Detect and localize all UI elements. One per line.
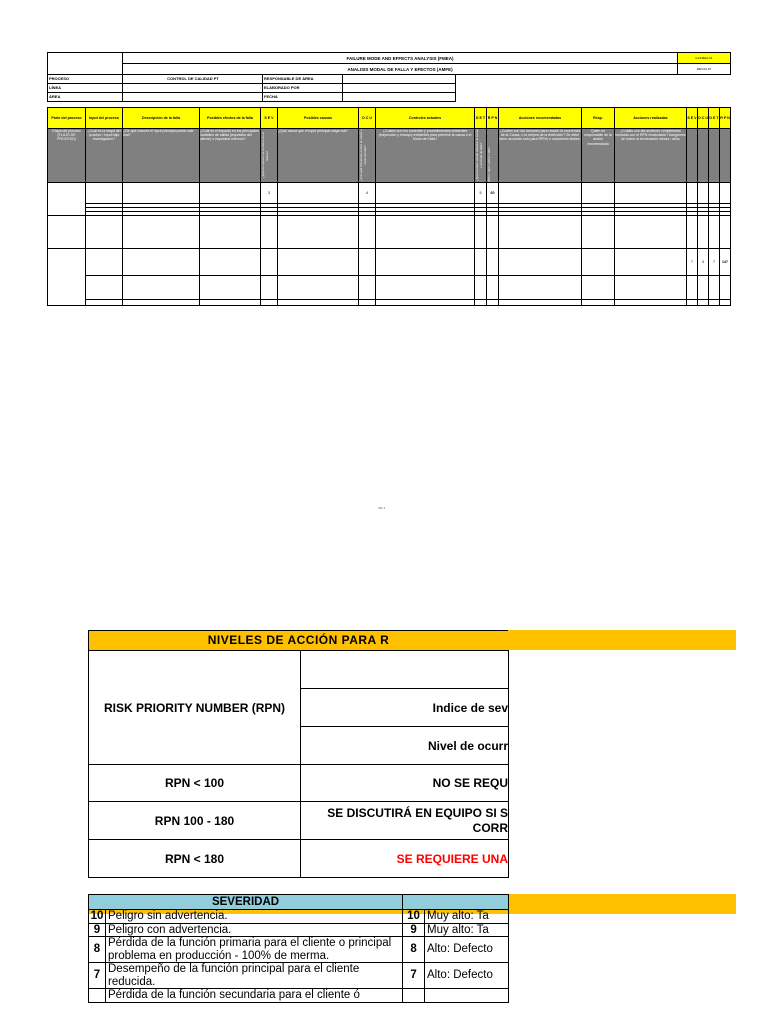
action-levels-table — [88, 650, 509, 878]
table-row: 7 Desempeño de la función principal para el cliente reducida. 7 Alto: Defecto — [89, 963, 509, 989]
table-row — [48, 276, 731, 300]
col-causas: Posibles causas — [278, 108, 359, 129]
col-acciones-realizadas: Acciones realizadas — [615, 108, 687, 129]
rpn-action-high: SE REQUIERE UNA — [301, 840, 509, 878]
doc-revision: REV.03-07 — [678, 64, 731, 75]
rpn-label: RISK PRIORITY NUMBER (RPN) — [89, 651, 301, 765]
linea-label: LÍNEA — [48, 84, 123, 93]
sev-recalc[interactable]: 7 — [687, 249, 698, 276]
area-value[interactable] — [123, 93, 263, 102]
severity-index-label: Indice de sev — [301, 689, 509, 727]
desc-rpn: RPN = SEV x OCU x DET — [487, 147, 491, 182]
desc-input: ¿Cuál es la etapa del proceso / input bajo investigación? — [86, 129, 123, 183]
col-rpn-2: R P N — [720, 108, 731, 129]
desc-descripcion: ¿De qué manera el input principal puede salir mal? — [123, 129, 200, 183]
col-parte: Parte del proceso — [48, 108, 86, 129]
col-ocu: O C U — [359, 108, 376, 129]
col-descripcion: Descripción de la falla — [123, 108, 200, 129]
fmea-title: FAILURE MODE AND EFFECTS ANALYSIS (FMEA) — [123, 53, 678, 64]
proceso-value[interactable]: CONTROL DE CALIDAD PT — [123, 75, 263, 84]
col-ocu-2: O C U — [698, 108, 709, 129]
col-rpn: R P N — [487, 108, 499, 129]
elaborado-label: ELABORADO POR — [263, 84, 343, 93]
table-row — [48, 300, 731, 306]
table-row: 9 Peligro con advertencia. 9 Muy alto: Ta — [89, 923, 509, 937]
det-recalc[interactable]: 7 — [709, 249, 720, 276]
proceso-label: PROCESO — [48, 75, 123, 84]
col-resp: Resp. — [582, 108, 615, 129]
ocu-value[interactable]: 4 — [359, 183, 376, 204]
col-efectos: Posibles efectos de la falla — [200, 108, 261, 129]
fmea-header-table — [47, 52, 731, 75]
responsable-label: RESPONSABLE DE ÁREA — [263, 75, 343, 84]
action-levels-title: NIVELES DE ACCIÓN PARA R — [88, 630, 508, 650]
desc-causas: ¿Qué causa que el input principal salga mal? — [278, 129, 359, 183]
ocu-recalc[interactable]: 3 — [698, 249, 709, 276]
fecha-value[interactable] — [343, 93, 456, 102]
responsable-value[interactable] — [343, 75, 456, 84]
desc-acciones-realizadas: ¿Cuáles son las acciones completadas tomadas con el RPN recalculado? Asegúrese de incluir la terminación meses / años — [615, 129, 687, 183]
col-controles: Controles actuales — [376, 108, 475, 129]
rpn-range-low: RPN < 100 — [89, 765, 301, 802]
table-row: Pérdida de la función secundaria para el cliente ó — [89, 989, 509, 1003]
col-det: D E T — [475, 108, 487, 129]
table-row — [48, 216, 731, 249]
desc-efectos: ¿Cuál es el impacto en los principales variables de salida (requisitos del cliente) o requisitos internos? — [200, 129, 261, 183]
rpn-action-low: NO SE REQU — [301, 765, 509, 802]
desc-sev: ¿Qué tan severo es el efecto en el cliente? — [261, 132, 270, 179]
rpn-range-mid: RPN 100 - 180 — [89, 802, 301, 840]
doc-code: GCFMEA-01 — [678, 53, 731, 64]
col-det-2: D E T — [709, 108, 720, 129]
rpn-action-mid-2: CORR — [472, 820, 508, 835]
elaborado-value[interactable] — [343, 84, 456, 93]
logo-cell — [48, 53, 123, 75]
rpn-action-mid: SE DISCUTIRÁ EN EQUIPO SI S — [327, 805, 508, 820]
table-row: 8 Pérdida de la función primaria para el cliente o principal problema en producción - 100% de merma. 8 Alto: Defecto — [89, 937, 509, 963]
linea-value[interactable] — [123, 84, 263, 93]
table-row — [48, 249, 731, 276]
desc-acciones-recomendadas: ¿Cuáles son las acciones para reducir la ocurrencia de la Causa, o la mejora de la detección? Se debe tener acciones solo para RPN's o soluciones fáciles. — [499, 129, 582, 183]
col-sev-2: S E V — [687, 108, 698, 129]
severity-table — [88, 894, 509, 1003]
fmea-main-table — [47, 107, 731, 306]
desc-parte: Etapa del proceso (FLUJO DE PROCESO) — [48, 129, 86, 183]
rpn-recalc[interactable]: 147 — [720, 249, 731, 276]
col-sev: S E V — [261, 108, 278, 129]
occurrence-level-label: Nivel de ocurr — [301, 727, 509, 765]
area-label: ÁREA — [48, 93, 123, 102]
fmea-info-table — [47, 74, 456, 102]
det-value[interactable]: 5 — [475, 183, 487, 204]
col-input: Input del proceso — [86, 108, 123, 129]
fecha-label: FECHA — [263, 93, 343, 102]
desc-ocu: ¿Con qué frecuencia ocurre la causa o modo de falla? — [359, 129, 368, 182]
sev-value[interactable]: 3 — [261, 183, 278, 204]
desc-resp: Quién es responsable de la acción recomendada — [582, 129, 615, 183]
desc-det: ¿Qué tan bien puede detectar la causa o el modo de falla? — [475, 129, 484, 182]
desc-controles: ¿Cuáles son los controles y procedimientos existentes (inspección y ensayo) existentes para prevenir la causa o el Modo de Falla? — [376, 129, 475, 183]
sheet-tab-label: Tab 1 — [378, 506, 386, 510]
table-row — [48, 183, 731, 204]
table-row: 10 Peligro sin advertencia. 10 Muy alto: Ta — [89, 910, 509, 924]
rpn-range-high: RPN < 180 — [89, 840, 301, 878]
rpn-value[interactable]: 60 — [487, 183, 499, 204]
severity-header: SEVERIDAD — [89, 895, 403, 910]
fmea-subtitle: ANALISIS MODAL DE FALLA Y EFECTOS (AMFE) — [123, 64, 678, 75]
col-acciones-recomendadas: Acciones recomendadas — [499, 108, 582, 129]
